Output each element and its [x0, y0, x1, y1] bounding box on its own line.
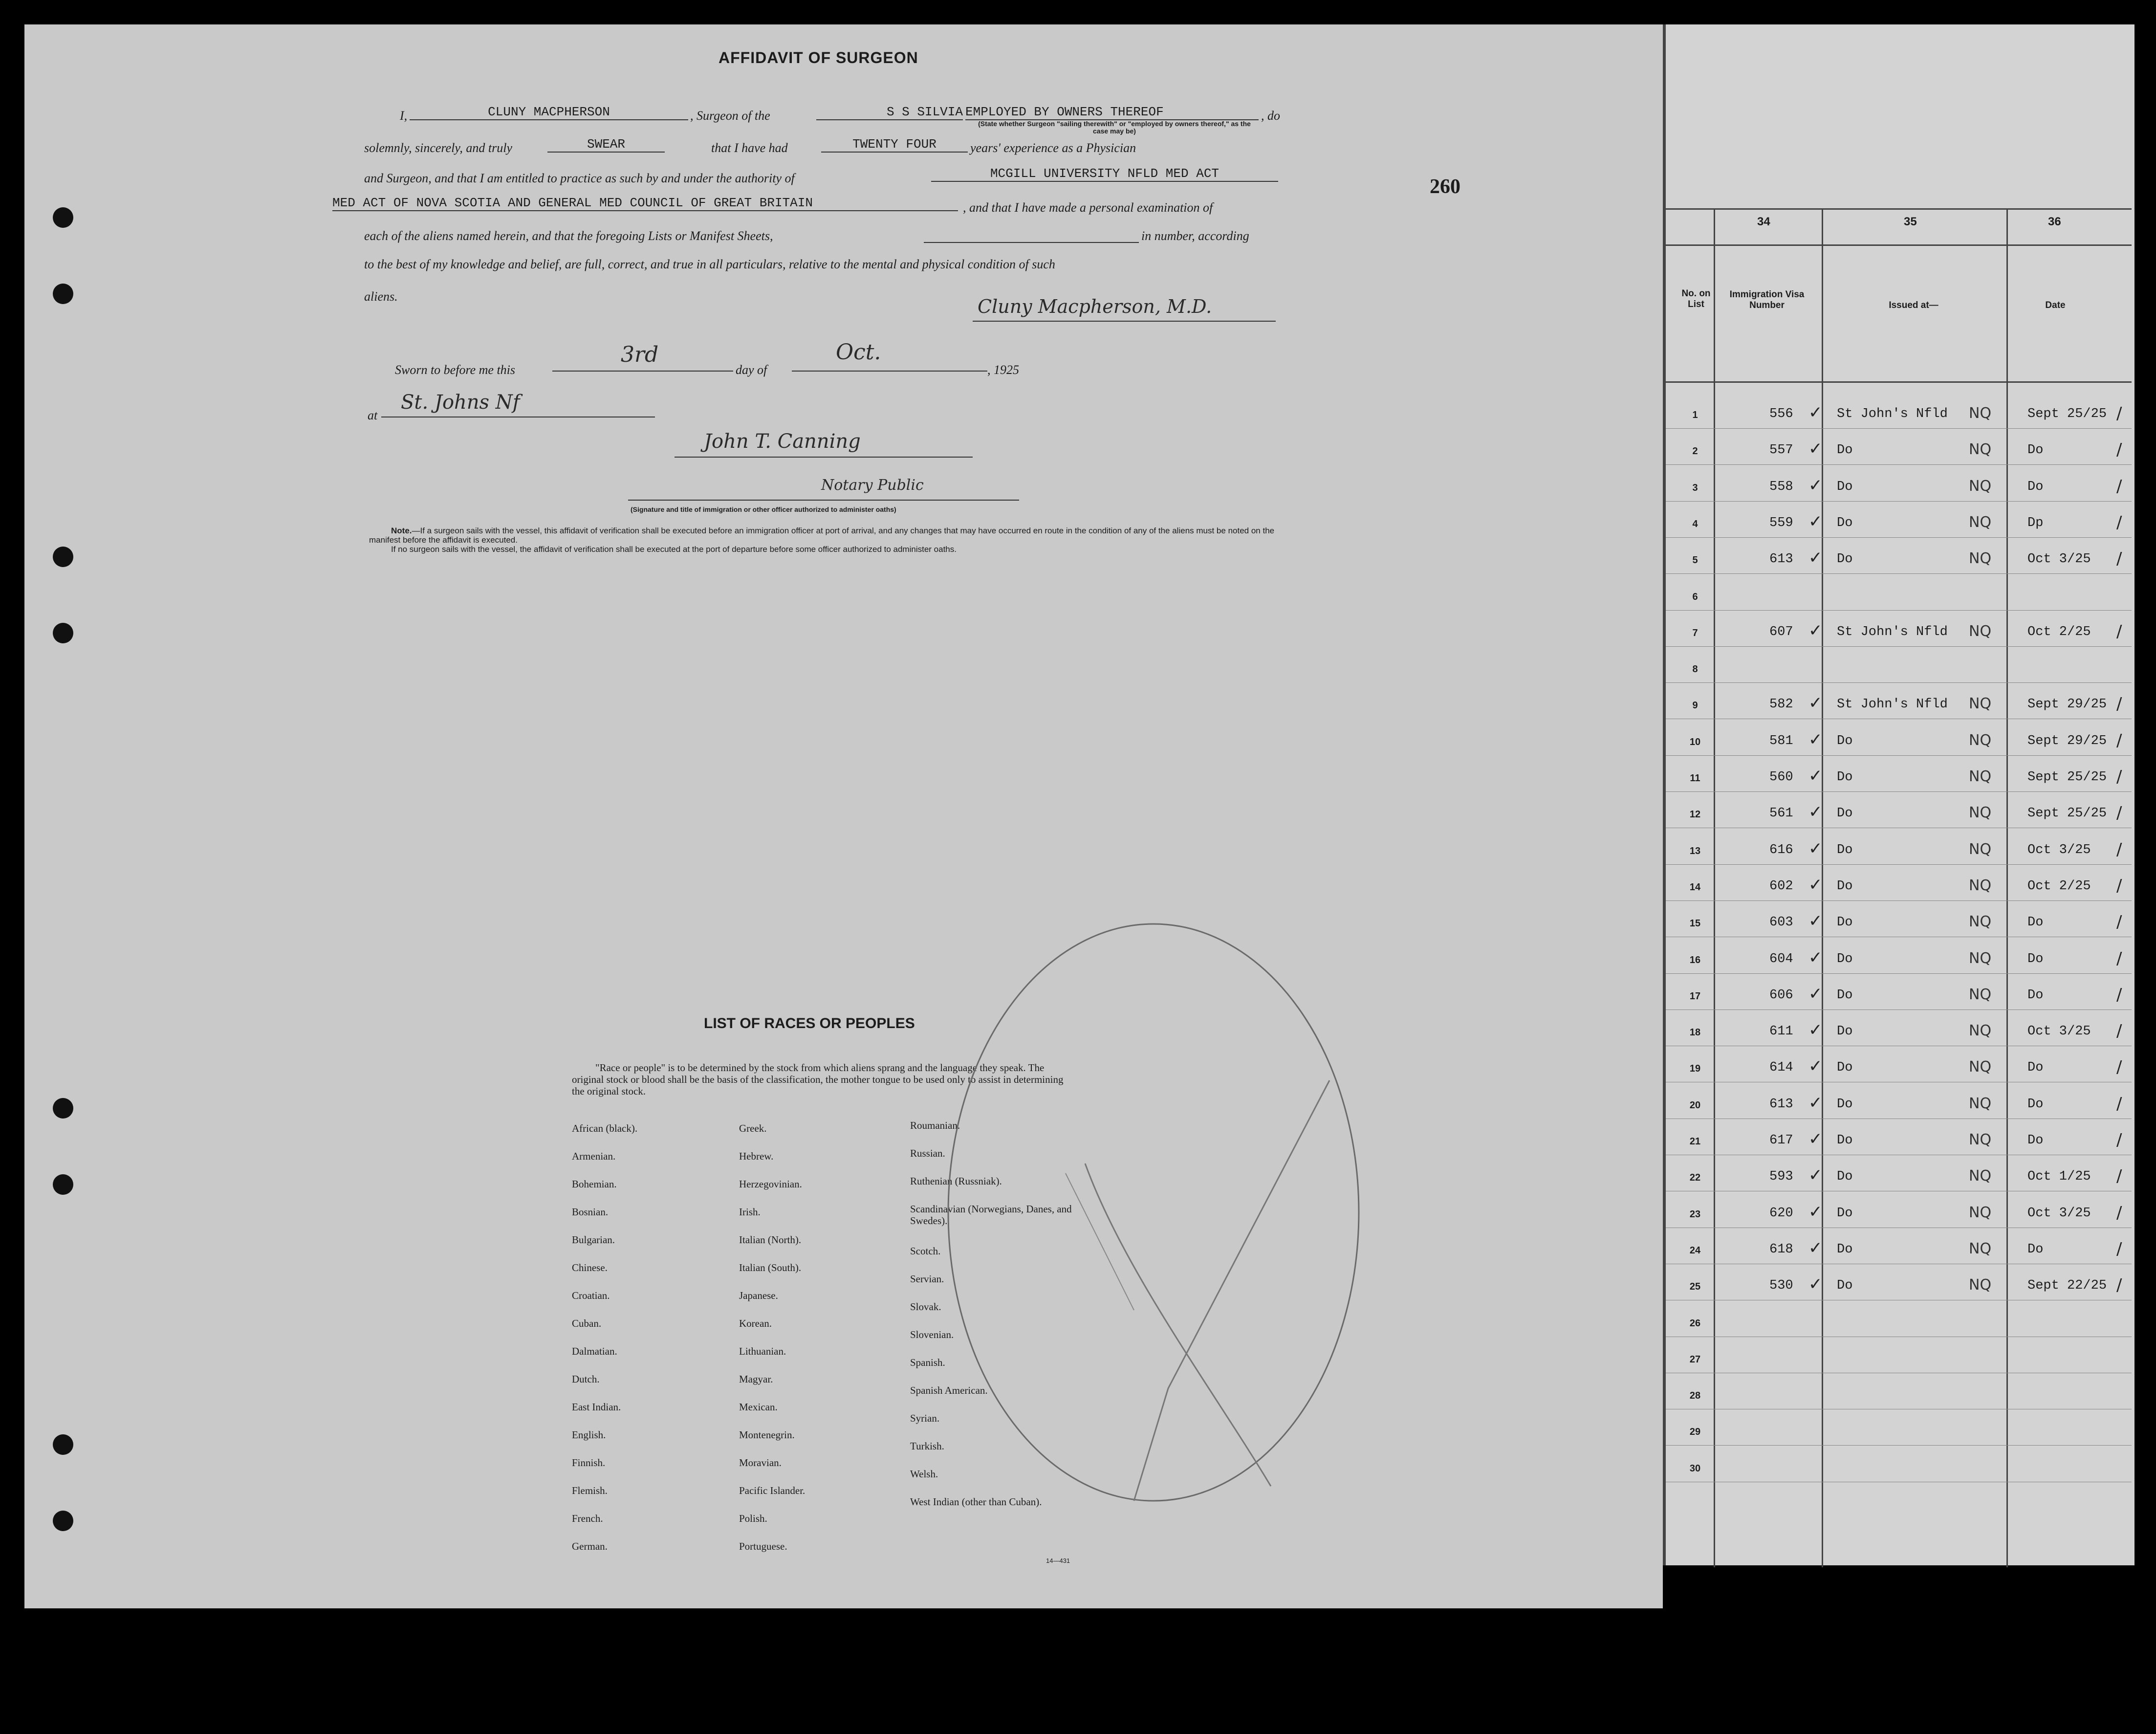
visa-date: Do [2027, 1097, 2044, 1112]
row-number: 8 [1692, 664, 1698, 675]
check-mark-icon: / [2116, 731, 2122, 750]
check-mark-icon: ✓ [1808, 621, 1823, 640]
visa-number: 613 [1769, 552, 1793, 567]
issued-at: Do [1837, 1060, 1853, 1075]
issued-at: St John's Nfld [1837, 697, 1948, 712]
race-item: Moravian. [739, 1457, 782, 1469]
surgeon-name: CLUNY MACPHERSON [410, 105, 688, 120]
row-number: 30 [1689, 1463, 1701, 1474]
text-surgeon-of: , Surgeon of the [690, 109, 770, 123]
nq-mark: NQ [1969, 732, 1992, 749]
check-mark-icon: ✓ [1808, 693, 1823, 713]
note-text-2: If no surgeon sails with the vessel, the affidavit of verification shall be executed at the port of departure before some officer authorized to administer oaths. [391, 545, 957, 554]
race-item: Welsh. [910, 1468, 938, 1480]
years-experience: TWENTY FOUR [821, 137, 968, 153]
punch-hole [53, 547, 73, 567]
race-item: Flemish. [572, 1485, 608, 1496]
visa-number: 560 [1769, 770, 1793, 785]
check-mark-icon: / [2116, 513, 2122, 532]
nq-mark: NQ [1969, 950, 1992, 967]
check-mark-icon: / [2116, 912, 2122, 932]
issued-at: Do [1837, 1169, 1853, 1184]
visa-date: Do [2027, 1242, 2044, 1257]
race-item: Ruthenian (Russniak). [910, 1175, 1002, 1187]
check-mark-icon: / [2116, 985, 2122, 1005]
visa-number: 616 [1769, 843, 1793, 857]
signature-line [973, 321, 1276, 322]
row-number: 29 [1689, 1427, 1701, 1437]
official-caption: (Signature and title of immigration or other officer authorized to administer oaths) [631, 505, 896, 513]
nq-mark: NQ [1969, 695, 1992, 712]
races-intro: "Race or people" is to be determined by the stock from which aliens sprang and the language they speak. The original stock or blood shall be the basis of the classification, the mother tongue to be used only to assist in determining the original stock. [572, 1062, 1064, 1097]
authority-line-1: MCGILL UNIVERSITY NFLD MED ACT [931, 166, 1278, 182]
visa-number: 557 [1769, 443, 1793, 458]
race-item: German. [572, 1540, 608, 1552]
races-column-1 [572, 1122, 637, 1568]
race-item: Italian (South). [739, 1262, 802, 1273]
row-number: 17 [1689, 991, 1701, 1002]
check-mark-icon: / [2116, 1239, 2122, 1259]
visa-date: Sept 29/25 [2027, 697, 2107, 712]
visa-number: 561 [1769, 806, 1793, 821]
visa-number: 602 [1769, 879, 1793, 894]
visa-date: Sept 25/25 [2027, 770, 2107, 785]
visa-number: 556 [1769, 407, 1793, 421]
nq-mark: NQ [1969, 550, 1992, 567]
surgeon-signature: Cluny Macpherson, M.D. [978, 296, 1212, 317]
check-mark-icon: ✓ [1808, 1165, 1823, 1185]
authority-line-2: MED ACT OF NOVA SCOTIA AND GENERAL MED COUNCIL OF GREAT BRITAIN [332, 196, 958, 211]
issued-at: Do [1837, 1242, 1853, 1257]
row-number: 19 [1689, 1063, 1701, 1074]
race-item: Irish. [739, 1206, 761, 1218]
check-mark-icon: / [2116, 622, 2122, 641]
col-divider [1714, 208, 1715, 1567]
race-item: Syrian. [910, 1412, 940, 1424]
header-issued-at: Issued at— [1889, 300, 1938, 310]
row-number: 3 [1692, 483, 1698, 493]
check-mark-icon: ✓ [1808, 1238, 1823, 1258]
visa-date: Sept 29/25 [2027, 734, 2107, 748]
issued-at: St John's Nfld [1837, 625, 1948, 639]
check-mark-icon: ✓ [1808, 984, 1823, 1004]
nq-mark: NQ [1969, 441, 1992, 458]
visa-date: Oct 3/25 [2027, 1024, 2091, 1039]
visa-date: Do [2027, 443, 2044, 458]
visa-date: Oct 3/25 [2027, 552, 2091, 567]
check-mark-icon: ✓ [1808, 512, 1823, 531]
sworn-month: Oct. [836, 340, 881, 365]
nq-mark: NQ [1969, 623, 1992, 640]
race-item: French. [572, 1513, 603, 1524]
nq-mark: NQ [1969, 1131, 1992, 1148]
check-mark-icon: ✓ [1808, 1274, 1823, 1294]
sworn-day-line [552, 371, 733, 372]
table-colnum-border [1666, 244, 2132, 246]
check-mark-icon: / [2116, 949, 2122, 968]
check-mark-icon: ✓ [1808, 730, 1823, 749]
header-no-on-list: No. on List [1681, 288, 1711, 309]
check-mark-icon: ✓ [1808, 802, 1823, 822]
issued-at: Do [1837, 1278, 1853, 1293]
row-number: 25 [1689, 1281, 1701, 1292]
race-item: Cuban. [572, 1317, 602, 1329]
punch-hole [53, 623, 73, 643]
text-aliens: aliens. [364, 289, 398, 304]
sworn-place: St. Johns Nf [401, 391, 520, 414]
visa-date: Oct 2/25 [2027, 879, 2091, 894]
official-signature: John T. Canning [704, 430, 861, 453]
row-number: 12 [1689, 809, 1701, 820]
row-number: 27 [1689, 1354, 1701, 1365]
col-number-35: 35 [1904, 215, 1917, 228]
employment-note: (State whether Surgeon "sailing therewith" or "employed by owners thereof," as the case may be) [978, 120, 1251, 135]
text-have-had: that I have had [711, 141, 788, 155]
nq-mark: NQ [1969, 877, 1992, 894]
visa-date: Dp [2027, 516, 2044, 530]
row-divider [1666, 791, 2132, 792]
oath-word: SWEAR [547, 137, 665, 153]
race-item: Spanish American. [910, 1384, 988, 1396]
affidavit-title: AFFIDAVIT OF SURGEON [719, 49, 918, 66]
check-mark-icon: / [2116, 1275, 2122, 1295]
nq-mark: NQ [1969, 913, 1992, 930]
issued-at: Do [1837, 915, 1853, 930]
visa-number: 611 [1769, 1024, 1793, 1039]
text-at: at [368, 408, 378, 422]
row-divider [1666, 1445, 2132, 1446]
note-label: Note. [391, 526, 412, 535]
visa-number: 617 [1769, 1133, 1793, 1148]
check-mark-icon: ✓ [1808, 1129, 1823, 1149]
visa-date: Sept 22/25 [2027, 1278, 2107, 1293]
races-column-2 [739, 1122, 805, 1568]
check-mark-icon: ✓ [1808, 948, 1823, 967]
check-mark-icon: / [2116, 404, 2122, 423]
check-mark-icon: / [2116, 477, 2122, 496]
race-item: Russian. [910, 1147, 945, 1159]
visa-number: 618 [1769, 1242, 1793, 1257]
text-each-alien: each of the aliens named herein, and that the foregoing Lists or Manifest Sheets, [364, 229, 773, 243]
visa-number: 614 [1769, 1060, 1793, 1075]
check-mark-icon: ✓ [1808, 1056, 1823, 1076]
row-number: 9 [1692, 700, 1698, 711]
punch-hole [53, 1434, 73, 1455]
race-item: Polish. [739, 1513, 767, 1524]
issued-at: Do [1837, 1133, 1853, 1148]
check-mark-icon: ✓ [1808, 548, 1823, 568]
race-item: Korean. [739, 1317, 772, 1329]
check-mark-icon: ✓ [1808, 875, 1823, 895]
visa-date: Sept 25/25 [2027, 407, 2107, 421]
row-divider [1666, 501, 2132, 502]
pencil-cancel-mark [929, 900, 1369, 1594]
check-mark-icon: ✓ [1808, 403, 1823, 422]
row-number: 20 [1689, 1100, 1701, 1111]
race-item: Bulgarian. [572, 1234, 615, 1246]
visa-date: Do [2027, 1060, 2044, 1075]
check-mark-icon: / [2116, 1021, 2122, 1041]
race-item: Chinese. [572, 1262, 608, 1273]
race-item: Pacific Islander. [739, 1485, 806, 1496]
check-mark-icon: ✓ [1808, 1093, 1823, 1113]
row-number: 6 [1692, 592, 1698, 602]
visa-number: 620 [1769, 1206, 1793, 1221]
row-number: 21 [1689, 1136, 1701, 1147]
nq-mark: NQ [1969, 405, 1992, 422]
check-mark-icon: ✓ [1808, 1202, 1823, 1222]
race-item: Turkish. [910, 1440, 944, 1452]
col-number-36: 36 [2048, 215, 2061, 228]
nq-mark: NQ [1969, 514, 1992, 531]
check-mark-icon: / [2116, 1203, 2122, 1223]
issued-at: Do [1837, 1024, 1853, 1039]
nq-mark: NQ [1969, 1276, 1992, 1294]
visa-number: 607 [1769, 625, 1793, 639]
race-item: Armenian. [572, 1150, 616, 1162]
visa-date: Oct 3/25 [2027, 843, 2091, 857]
text-best-knowledge: to the best of my knowledge and belief, are full, correct, and true in all particulars, relative to the mental and physical condition of such [364, 257, 1055, 271]
row-divider [1666, 464, 2132, 465]
check-mark-icon: / [2116, 549, 2122, 569]
race-item: Greek. [739, 1122, 767, 1134]
row-number: 1 [1692, 410, 1698, 420]
employment-status: EMPLOYED BY OWNERS THEREOF [965, 105, 1259, 120]
row-divider [1666, 900, 2132, 901]
check-mark-icon: / [2116, 1094, 2122, 1114]
row-number: 22 [1689, 1172, 1701, 1183]
sworn-month-line [792, 371, 987, 372]
visa-number: 559 [1769, 516, 1793, 530]
check-mark-icon: / [2116, 876, 2122, 896]
race-item: Herzegovinian. [739, 1178, 802, 1190]
issued-at: Do [1837, 443, 1853, 458]
row-number: 14 [1689, 882, 1701, 893]
visa-number: 604 [1769, 952, 1793, 966]
visa-number: 603 [1769, 915, 1793, 930]
race-item: Montenegrin. [739, 1429, 795, 1441]
race-item: Scandinavian (Norwegians, Danes, and Swedes). [910, 1203, 1072, 1227]
row-number: 2 [1692, 446, 1698, 457]
issued-at: Do [1837, 552, 1853, 567]
sworn-day: 3rd [621, 342, 659, 367]
row-number: 5 [1692, 555, 1698, 566]
row-number: 26 [1689, 1318, 1701, 1329]
race-item: Hebrew. [739, 1150, 774, 1162]
text-do: , do [1261, 109, 1280, 123]
race-item: English. [572, 1429, 606, 1441]
nq-mark: NQ [1969, 804, 1992, 821]
visa-date: Do [2027, 1133, 2044, 1148]
race-item: Roumanian. [910, 1119, 960, 1131]
race-item: Dutch. [572, 1373, 600, 1385]
visa-number: 558 [1769, 480, 1793, 494]
text-years: years' experience as a Physician [970, 141, 1136, 155]
check-mark-icon: / [2116, 440, 2122, 460]
text-examination: , and that I have made a personal examination of [963, 200, 1213, 215]
text-surgeon-entitled: and Surgeon, and that I am entitled to practice as such by and under the authority of [364, 171, 795, 185]
check-mark-icon: ✓ [1808, 439, 1823, 459]
nq-mark: NQ [1969, 1240, 1992, 1257]
issued-at: Do [1837, 480, 1853, 494]
race-item: Japanese. [739, 1290, 778, 1301]
visa-date: Oct 2/25 [2027, 625, 2091, 639]
visa-date: Sept 25/25 [2027, 806, 2107, 821]
race-item: Bohemian. [572, 1178, 617, 1190]
visa-date: Do [2027, 952, 2044, 966]
race-item: Spanish. [910, 1357, 945, 1368]
race-item: Servian. [910, 1273, 944, 1285]
race-item: Dalmatian. [572, 1345, 617, 1357]
form-number: 14—431 [1046, 1557, 1070, 1564]
punch-hole [53, 1174, 73, 1195]
check-mark-icon: / [2116, 1166, 2122, 1186]
official-signature-line [675, 457, 973, 458]
visa-number: 613 [1769, 1097, 1793, 1112]
row-number: 24 [1689, 1245, 1701, 1256]
text-day-of: day of [736, 363, 767, 377]
issued-at: St John's Nfld [1837, 407, 1948, 421]
text-sworn: Sworn to before me this [395, 363, 516, 377]
issued-at: Do [1837, 988, 1853, 1003]
race-item: Magyar. [739, 1373, 773, 1385]
nq-mark: NQ [1969, 1022, 1992, 1039]
table-header-border [1666, 381, 2132, 383]
race-item: Italian (North). [739, 1234, 802, 1246]
row-number: 11 [1690, 773, 1700, 784]
visa-number: 606 [1769, 988, 1793, 1003]
row-number: 13 [1689, 846, 1701, 856]
header-visa-number: Immigration Visa Number [1729, 289, 1805, 310]
check-mark-icon: / [2116, 840, 2122, 859]
note-text-1: —If a surgeon sails with the vessel, this affidavit of verification shall be executed before an immigration officer at port of arrival, and any changes that may have occurred en route in the condition of any of the aliens must be noted on the manifest before the affidavit is executed. [369, 526, 1275, 545]
issued-at: Do [1837, 516, 1853, 530]
visa-date: Do [2027, 988, 2044, 1003]
punch-hole [53, 207, 73, 228]
nq-mark: NQ [1969, 986, 1992, 1003]
punch-hole [53, 1098, 73, 1119]
row-divider [1666, 755, 2132, 756]
race-item: Portuguese. [739, 1540, 787, 1552]
race-item: African (black). [572, 1122, 638, 1134]
race-item: Bosnian. [572, 1206, 609, 1218]
row-number: 7 [1692, 628, 1698, 638]
row-number: 10 [1689, 737, 1701, 747]
row-number: 28 [1689, 1390, 1701, 1401]
table-top-border [1666, 208, 2132, 210]
header-date: Date [2045, 300, 2066, 310]
official-title: Notary Public [821, 477, 924, 494]
text-year: , 1925 [987, 363, 1019, 377]
race-item: Scotch. [910, 1245, 941, 1257]
issued-at: Do [1837, 952, 1853, 966]
visa-date: Do [2027, 480, 2044, 494]
text-in-number: in number, according [1141, 229, 1249, 243]
issued-at: Do [1837, 843, 1853, 857]
nq-mark: NQ [1969, 1058, 1992, 1076]
row-divider [1666, 428, 2132, 429]
row-divider [1666, 646, 2132, 647]
check-mark-icon: / [2116, 1130, 2122, 1150]
text-solemnly: solemnly, sincerely, and truly [364, 141, 513, 155]
issued-at: Do [1837, 1206, 1853, 1221]
race-item: Mexican. [739, 1401, 778, 1413]
race-item: Finnish. [572, 1457, 606, 1469]
issued-at: Do [1837, 1097, 1853, 1112]
punch-hole [53, 1511, 73, 1531]
row-divider [1666, 610, 2132, 611]
race-item: Lithuanian. [739, 1345, 786, 1357]
col-divider [2006, 208, 2008, 1567]
visa-date: Do [2027, 915, 2044, 930]
official-title-line [628, 500, 1019, 501]
race-item: East Indian. [572, 1401, 621, 1413]
nq-mark: NQ [1969, 841, 1992, 858]
nq-mark: NQ [1969, 768, 1992, 785]
row-divider [1666, 537, 2132, 538]
race-item: Slovak. [910, 1301, 941, 1313]
row-number: 18 [1689, 1027, 1701, 1038]
issued-at: Do [1837, 734, 1853, 748]
race-item: Croatian. [572, 1290, 610, 1301]
issued-at: Do [1837, 806, 1853, 821]
row-divider [1666, 682, 2132, 683]
row-divider [1666, 864, 2132, 865]
check-mark-icon: ✓ [1808, 839, 1823, 858]
check-mark-icon: ✓ [1808, 911, 1823, 931]
col-number-34: 34 [1757, 215, 1770, 228]
nq-mark: NQ [1969, 1204, 1992, 1221]
check-mark-icon: ✓ [1808, 766, 1823, 786]
check-mark-icon: / [2116, 1057, 2122, 1077]
visa-date: Oct 3/25 [2027, 1206, 2091, 1221]
visa-date: Oct 1/25 [2027, 1169, 2091, 1184]
check-mark-icon: / [2116, 767, 2122, 787]
ship-name: S S SILVIA [816, 105, 963, 120]
race-item: Slovenian. [910, 1329, 954, 1340]
manifest-page [1663, 24, 2134, 1565]
nq-mark: NQ [1969, 1167, 1992, 1185]
visa-number: 530 [1769, 1278, 1793, 1293]
row-number: 16 [1689, 955, 1701, 966]
punch-hole [53, 284, 73, 304]
nq-mark: NQ [1969, 1095, 1992, 1112]
race-item: West Indian (other than Cuban). [910, 1496, 1042, 1508]
issued-at: Do [1837, 879, 1853, 894]
page-number: 260 [1430, 176, 1460, 198]
row-divider [1666, 573, 2132, 574]
visa-number: 582 [1769, 697, 1793, 712]
nq-mark: NQ [1969, 478, 1992, 495]
visa-number: 581 [1769, 734, 1793, 748]
row-number: 4 [1692, 519, 1698, 529]
sheets-number-line [924, 242, 1139, 243]
text-i: I, [400, 109, 408, 123]
visa-number: 593 [1769, 1169, 1793, 1184]
check-mark-icon: / [2116, 803, 2122, 823]
races-title: LIST OF RACES OR PEOPLES [704, 1015, 915, 1032]
check-mark-icon: ✓ [1808, 476, 1823, 495]
row-number: 23 [1689, 1209, 1701, 1220]
check-mark-icon: ✓ [1808, 1020, 1823, 1040]
row-divider [1666, 973, 2132, 974]
check-mark-icon: / [2116, 694, 2122, 714]
row-number: 15 [1689, 918, 1701, 929]
affidavit-note [369, 526, 1283, 554]
issued-at: Do [1837, 770, 1853, 785]
